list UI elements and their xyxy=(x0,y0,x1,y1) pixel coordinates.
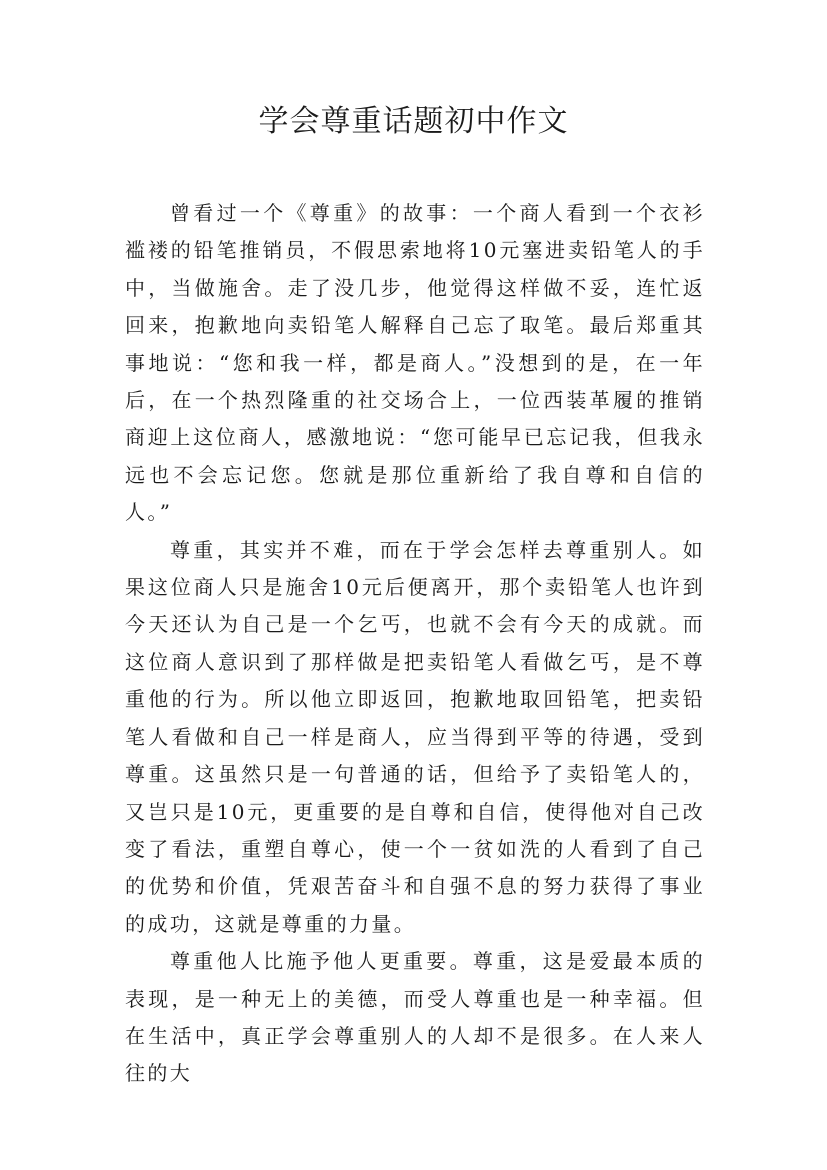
document-title: 学会尊重话题初中作文 xyxy=(258,104,569,139)
paragraph-1: 曾看过一个《尊重》的故事：一个商人看到一个衣衫褴褛的铅笔推销员，不假思索地将10元塞进卖铅笔人的手中，当做施舍。走了没几步，他觉得这样做不妥，连忙返回来，抱歉地向卖铅笔人解释自己忘了取笔。最后郑重其事地说：“您和我一样，都是商人。”没想到的是，在一年后，在一个热烈隆重的社交场合上，一位西装革履的推销商迎上这位商人，感激地说：“您可能早已忘记我，但我永远也不会忘记您。您就是那位重新给了我自尊和自信的人。” xyxy=(125,201,705,525)
document-body xyxy=(125,195,705,1093)
paragraph-2: 尊重，其实并不难，而在于学会怎样去尊重别人。如果这位商人只是施舍10元后便离开，那个卖铅笔人也许到今天还认为自己是一个乞丐，也就不会有今天的成就。而这位商人意识到了那样做是把卖铅笔人看做乞丐，是不尊重他的行为。所以他立即返回，抱歉地取回铅笔，把卖铅笔人看做和自己一样是商人，应当得到平等的待遇，受到尊重。这虽然只是一句普通的话，但给予了卖铅笔人的，又岂只是10元，更重要的是自尊和自信，使得他对自己改变了看法，重塑自尊心，使一个一贫如洗的人看到了自己的优势和价值，凭艰苦奋斗和自强不息的努力获得了事业的成功，这就是尊重的力量。 xyxy=(125,537,705,936)
paragraph-3: 尊重他人比施予他人更重要。尊重，这是爱最本质的表现，是一种无上的美德，而受人尊重也是一种幸福。但在生活中，真正学会尊重别人的人却不是很多。在人来人往的大 xyxy=(125,949,705,1086)
